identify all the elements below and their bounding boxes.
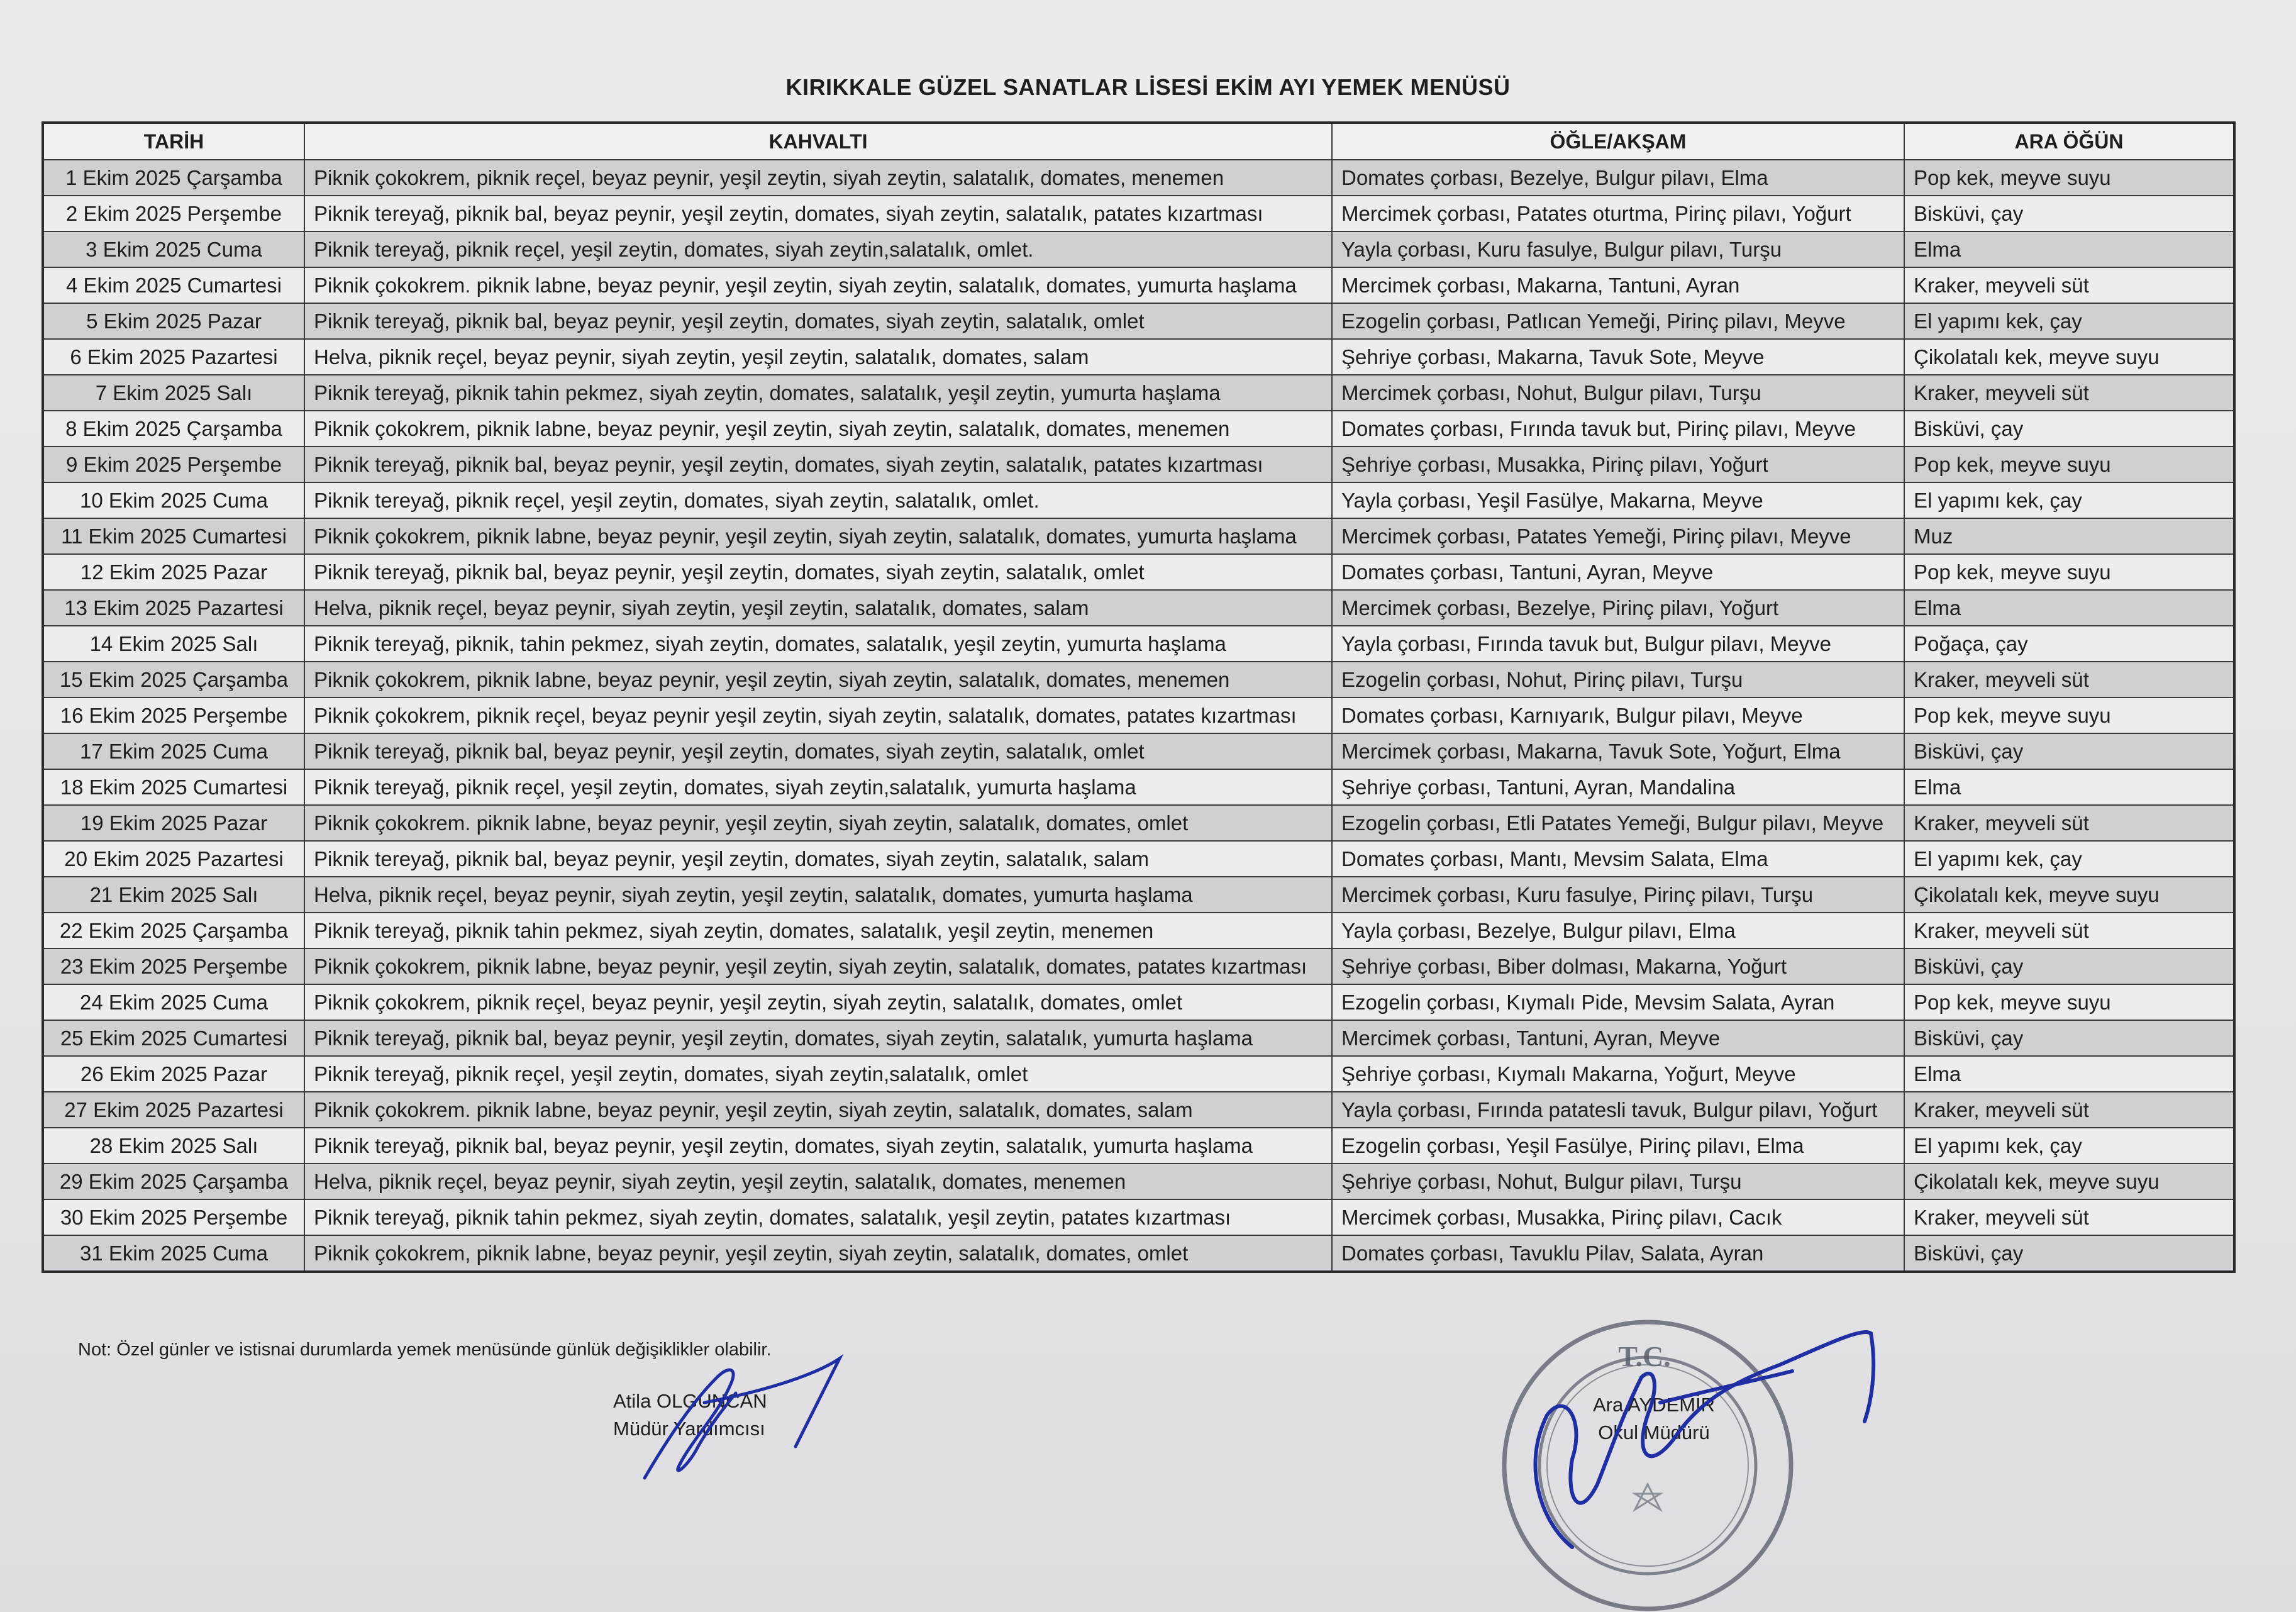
cell-date: 20 Ekim 2025 Pazartesi: [43, 841, 304, 877]
cell-lunch-dinner: Şehriye çorbası, Biber dolması, Makarna, Yoğurt: [1332, 948, 1904, 984]
cell-date: 2 Ekim 2025 Perşembe: [43, 196, 304, 231]
cell-breakfast: Piknik tereyağ, piknik reçel, yeşil zeytin, domates, siyah zeytin, salatalık, omlet.: [304, 482, 1332, 518]
cell-date: 23 Ekim 2025 Perşembe: [43, 948, 304, 984]
cell-snack: El yapımı kek, çay: [1904, 303, 2234, 339]
footnote: Not: Özel günler ve istisnai durumlarda yemek menüsünde günlük değişiklikler olabilir.: [78, 1340, 772, 1360]
cell-date: 31 Ekim 2025 Cuma: [43, 1235, 304, 1272]
table-row: [43, 231, 2234, 267]
cell-breakfast: Piknik çokokrem, piknik reçel, beyaz peynir, yeşil zeytin, siyah zeytin, salatalık, domates, omlet: [304, 984, 1332, 1020]
cell-breakfast: Helva, piknik reçel, beyaz peynir, siyah zeytin, yeşil zeytin, salatalık, domates, salam: [304, 590, 1332, 626]
table-row: [43, 1020, 2234, 1056]
table-row: [43, 482, 2234, 518]
table-row: [43, 913, 2234, 948]
cell-lunch-dinner: Mercimek çorbası, Nohut, Bulgur pilavı, Turşu: [1332, 375, 1904, 411]
cell-date: 12 Ekim 2025 Pazar: [43, 554, 304, 590]
table-row: [43, 733, 2234, 769]
cell-breakfast: Piknik çokokrem. piknik labne, beyaz peynir, yeşil zeytin, siyah zeytin, salatalık, domates, salam: [304, 1092, 1332, 1128]
cell-lunch-dinner: Domates çorbası, Mantı, Mevsim Salata, Elma: [1332, 841, 1904, 877]
table-row: [43, 948, 2234, 984]
cell-breakfast: Piknik tereyağ, piknik, tahin pekmez, siyah zeytin, domates, salatalık, yeşil zeytin, yumurta haşlama: [304, 626, 1332, 662]
cell-date: 19 Ekim 2025 Pazar: [43, 805, 304, 841]
cell-lunch-dinner: Ezogelin çorbası, Nohut, Pirinç pilavı, Turşu: [1332, 662, 1904, 698]
cell-snack: Kraker, meyveli süt: [1904, 375, 2234, 411]
cell-snack: Pop kek, meyve suyu: [1904, 698, 2234, 733]
cell-snack: Poğaça, çay: [1904, 626, 2234, 662]
cell-snack: Pop kek, meyve suyu: [1904, 447, 2234, 482]
cell-date: 3 Ekim 2025 Cuma: [43, 231, 304, 267]
cell-lunch-dinner: Yayla çorbası, Bezelye, Bulgur pilavı, Elma: [1332, 913, 1904, 948]
cell-snack: Elma: [1904, 1056, 2234, 1092]
cell-breakfast: Piknik tereyağ, piknik bal, beyaz peynir, yeşil zeytin, domates, siyah zeytin, salatalık, omlet: [304, 733, 1332, 769]
cell-snack: Bisküvi, çay: [1904, 1235, 2234, 1272]
cell-breakfast: Piknik çokokrem, piknik labne, beyaz peynir, yeşil zeytin, siyah zeytin, salatalık, domates, menemen: [304, 411, 1332, 447]
cell-snack: Kraker, meyveli süt: [1904, 267, 2234, 303]
cell-snack: Elma: [1904, 231, 2234, 267]
table-row: [43, 769, 2234, 805]
menu-body: [43, 160, 2234, 1272]
table-row: [43, 411, 2234, 447]
cell-breakfast: Piknik tereyağ, piknik bal, beyaz peynir, yeşil zeytin, domates, siyah zeytin, salatalık, patates kızartması: [304, 196, 1332, 231]
cell-date: 16 Ekim 2025 Perşembe: [43, 698, 304, 733]
cell-snack: Kraker, meyveli süt: [1904, 805, 2234, 841]
table-row: [43, 1056, 2234, 1092]
cell-snack: Elma: [1904, 769, 2234, 805]
cell-breakfast: Piknik tereyağ, piknik tahin pekmez, siyah zeytin, domates, salatalık, yeşil zeytin, yumurta haşlama: [304, 375, 1332, 411]
table-row: [43, 267, 2234, 303]
cell-snack: Çikolatalı kek, meyve suyu: [1904, 1164, 2234, 1199]
cell-breakfast: Piknik tereyağ, piknik reçel, yeşil zeytin, domates, siyah zeytin,salatalık, omlet.: [304, 231, 1332, 267]
cell-breakfast: Piknik tereyağ, piknik reçel, yeşil zeytin, domates, siyah zeytin,salatalık, omlet: [304, 1056, 1332, 1092]
cell-breakfast: Piknik tereyağ, piknik bal, beyaz peynir, yeşil zeytin, domates, siyah zeytin, salatalık, patates kızartması: [304, 447, 1332, 482]
cell-snack: Pop kek, meyve suyu: [1904, 984, 2234, 1020]
cell-lunch-dinner: Mercimek çorbası, Patates Yemeği, Pirinç pilavı, Meyve: [1332, 518, 1904, 554]
cell-date: 7 Ekim 2025 Salı: [43, 375, 304, 411]
cell-snack: Bisküvi, çay: [1904, 411, 2234, 447]
table-row: [43, 590, 2234, 626]
cell-snack: Kraker, meyveli süt: [1904, 913, 2234, 948]
cell-breakfast: Piknik tereyağ, piknik bal, beyaz peynir, yeşil zeytin, domates, siyah zeytin, salatalık, salam: [304, 841, 1332, 877]
cell-snack: El yapımı kek, çay: [1904, 841, 2234, 877]
cell-breakfast: Piknik çokokrem, piknik labne, beyaz peynir, yeşil zeytin, siyah zeytin, salatalık, domates, yumurta haşlama: [304, 518, 1332, 554]
cell-date: 4 Ekim 2025 Cumartesi: [43, 267, 304, 303]
cell-lunch-dinner: Şehriye çorbası, Makarna, Tavuk Sote, Meyve: [1332, 339, 1904, 375]
cell-lunch-dinner: Domates çorbası, Bezelye, Bulgur pilavı, Elma: [1332, 160, 1904, 196]
cell-breakfast: Piknik tereyağ, piknik bal, beyaz peynir, yeşil zeytin, domates, siyah zeytin, salatalık, omlet: [304, 303, 1332, 339]
header-snack: ARA ÖĞÜN: [1904, 123, 2234, 160]
signatory-left-title: Müdür Yardımcısı: [613, 1418, 765, 1440]
cell-lunch-dinner: Yayla çorbası, Kuru fasulye, Bulgur pilavı, Turşu: [1332, 231, 1904, 267]
cell-breakfast: Helva, piknik reçel, beyaz peynir, siyah zeytin, yeşil zeytin, salatalık, domates, menemen: [304, 1164, 1332, 1199]
cell-snack: Bisküvi, çay: [1904, 196, 2234, 231]
signatory-right-title: Okul Müdürü: [1598, 1421, 1710, 1443]
cell-lunch-dinner: Mercimek çorbası, Makarna, Tantuni, Ayran: [1332, 267, 1904, 303]
table-row: [43, 1199, 2234, 1235]
cell-snack: Kraker, meyveli süt: [1904, 662, 2234, 698]
table-row: [43, 554, 2234, 590]
cell-breakfast: Piknik tereyağ, piknik tahin pekmez, siyah zeytin, domates, salatalık, yeşil zeytin, patates kızartması: [304, 1199, 1332, 1235]
cell-date: 24 Ekim 2025 Cuma: [43, 984, 304, 1020]
cell-lunch-dinner: Domates çorbası, Karnıyarık, Bulgur pilavı, Meyve: [1332, 698, 1904, 733]
cell-breakfast: Helva, piknik reçel, beyaz peynir, siyah zeytin, yeşil zeytin, salatalık, domates, salam: [304, 339, 1332, 375]
signature-block-left: [613, 1387, 767, 1443]
cell-lunch-dinner: Ezogelin çorbası, Etli Patates Yemeği, Bulgur pilavı, Meyve: [1332, 805, 1904, 841]
signature-block-right: [1572, 1391, 1736, 1447]
cell-breakfast: Piknik çokokrem, piknik labne, beyaz peynir, yeşil zeytin, siyah zeytin, salatalık, domates, menemen: [304, 662, 1332, 698]
cell-snack: Çikolatalı kek, meyve suyu: [1904, 877, 2234, 913]
cell-date: 27 Ekim 2025 Pazartesi: [43, 1092, 304, 1128]
cell-breakfast: Piknik çokokrem. piknik labne, beyaz peynir, yeşil zeytin, siyah zeytin, salatalık, domates, omlet: [304, 805, 1332, 841]
cell-lunch-dinner: Yayla çorbası, Yeşil Fasülye, Makarna, Meyve: [1332, 482, 1904, 518]
cell-date: 28 Ekim 2025 Salı: [43, 1128, 304, 1164]
signatory-left-name: Atila OLGUNCAN: [613, 1390, 767, 1412]
cell-lunch-dinner: Mercimek çorbası, Bezelye, Pirinç pilavı, Yoğurt: [1332, 590, 1904, 626]
cell-lunch-dinner: Mercimek çorbası, Makarna, Tavuk Sote, Yoğurt, Elma: [1332, 733, 1904, 769]
cell-snack: Bisküvi, çay: [1904, 1020, 2234, 1056]
cell-snack: Kraker, meyveli süt: [1904, 1199, 2234, 1235]
table-row: [43, 662, 2234, 698]
cell-date: 25 Ekim 2025 Cumartesi: [43, 1020, 304, 1056]
cell-lunch-dinner: Şehriye çorbası, Musakka, Pirinç pilavı, Yoğurt: [1332, 447, 1904, 482]
cell-snack: Pop kek, meyve suyu: [1904, 160, 2234, 196]
cell-snack: El yapımı kek, çay: [1904, 1128, 2234, 1164]
cell-breakfast: Helva, piknik reçel, beyaz peynir, siyah zeytin, yeşil zeytin, salatalık, domates, yumurta haşlama: [304, 877, 1332, 913]
cell-lunch-dinner: Mercimek çorbası, Kuru fasulye, Pirinç pilavı, Turşu: [1332, 877, 1904, 913]
cell-date: 15 Ekim 2025 Çarşamba: [43, 662, 304, 698]
table-row: [43, 518, 2234, 554]
cell-lunch-dinner: Ezogelin çorbası, Yeşil Fasülye, Pirinç pilavı, Elma: [1332, 1128, 1904, 1164]
table-row: [43, 1128, 2234, 1164]
cell-date: 26 Ekim 2025 Pazar: [43, 1056, 304, 1092]
table-row: [43, 339, 2234, 375]
cell-date: 8 Ekim 2025 Çarşamba: [43, 411, 304, 447]
table-row: [43, 841, 2234, 877]
cell-breakfast: Piknik çokokrem, piknik labne, beyaz peynir, yeşil zeytin, siyah zeytin, salatalık, domates, omlet: [304, 1235, 1332, 1272]
cell-lunch-dinner: Şehriye çorbası, Nohut, Bulgur pilavı, Turşu: [1332, 1164, 1904, 1199]
cell-lunch-dinner: Domates çorbası, Tantuni, Ayran, Meyve: [1332, 554, 1904, 590]
cell-lunch-dinner: Domates çorbası, Tavuklu Pilav, Salata, Ayran: [1332, 1235, 1904, 1272]
cell-lunch-dinner: Ezogelin çorbası, Kıymalı Pide, Mevsim Salata, Ayran: [1332, 984, 1904, 1020]
cell-snack: Bisküvi, çay: [1904, 948, 2234, 984]
cell-breakfast: Piknik tereyağ, piknik reçel, yeşil zeytin, domates, siyah zeytin,salatalık, yumurta haşlama: [304, 769, 1332, 805]
table-row: [43, 984, 2234, 1020]
table-row: [43, 626, 2234, 662]
cell-lunch-dinner: Yayla çorbası, Fırında tavuk but, Bulgur pilavı, Meyve: [1332, 626, 1904, 662]
cell-snack: Pop kek, meyve suyu: [1904, 554, 2234, 590]
table-row: [43, 1235, 2234, 1272]
cell-breakfast: Piknik tereyağ, piknik bal, beyaz peynir, yeşil zeytin, domates, siyah zeytin, salatalık, omlet: [304, 554, 1332, 590]
cell-lunch-dinner: Mercimek çorbası, Tantuni, Ayran, Meyve: [1332, 1020, 1904, 1056]
cell-snack: Çikolatalı kek, meyve suyu: [1904, 339, 2234, 375]
cell-snack: Bisküvi, çay: [1904, 733, 2234, 769]
table-row: [43, 877, 2234, 913]
table-row: [43, 1092, 2234, 1128]
header-date: TARİH: [43, 123, 304, 160]
header-lunch-dinner: ÖĞLE/AKŞAM: [1332, 123, 1904, 160]
cell-breakfast: Piknik tereyağ, piknik bal, beyaz peynir, yeşil zeytin, domates, siyah zeytin, salatalık, yumurta haşlama: [304, 1020, 1332, 1056]
table-row: [43, 160, 2234, 196]
cell-date: 17 Ekim 2025 Cuma: [43, 733, 304, 769]
table-row: [43, 698, 2234, 733]
cell-date: 30 Ekim 2025 Perşembe: [43, 1199, 304, 1235]
cell-date: 11 Ekim 2025 Cumartesi: [43, 518, 304, 554]
cell-lunch-dinner: Yayla çorbası, Fırında patatesli tavuk, Bulgur pilavı, Yoğurt: [1332, 1092, 1904, 1128]
cell-lunch-dinner: Şehriye çorbası, Kıymalı Makarna, Yoğurt, Meyve: [1332, 1056, 1904, 1092]
cell-lunch-dinner: Domates çorbası, Fırında tavuk but, Pirinç pilavı, Meyve: [1332, 411, 1904, 447]
cell-date: 6 Ekim 2025 Pazartesi: [43, 339, 304, 375]
table-row: [43, 805, 2234, 841]
cell-snack: El yapımı kek, çay: [1904, 482, 2234, 518]
cell-breakfast: Piknik çokokrem. piknik labne, beyaz peynir, yeşil zeytin, siyah zeytin, salatalık, domates, yumurta haşlama: [304, 267, 1332, 303]
cell-date: 29 Ekim 2025 Çarşamba: [43, 1164, 304, 1199]
cell-date: 14 Ekim 2025 Salı: [43, 626, 304, 662]
table-row: [43, 375, 2234, 411]
cell-snack: Elma: [1904, 590, 2234, 626]
page-title: KIRIKKALE GÜZEL SANATLAR LİSESİ EKİM AYI YEMEK MENÜSÜ: [785, 74, 1511, 100]
cell-breakfast: Piknik tereyağ, piknik tahin pekmez, siyah zeytin, domates, salatalık, yeşil zeytin, menemen: [304, 913, 1332, 948]
cell-lunch-dinner: Ezogelin çorbası, Patlıcan Yemeği, Pirinç pilavı, Meyve: [1332, 303, 1904, 339]
cell-breakfast: Piknik çokokrem, piknik labne, beyaz peynir, yeşil zeytin, siyah zeytin, salatalık, domates, patates kızartması: [304, 948, 1332, 984]
cell-breakfast: Piknik tereyağ, piknik bal, beyaz peynir, yeşil zeytin, domates, siyah zeytin, salatalık, yumurta haşlama: [304, 1128, 1332, 1164]
stamp-text: T.C.: [1618, 1340, 1671, 1372]
cell-lunch-dinner: Mercimek çorbası, Musakka, Pirinç pilavı, Cacık: [1332, 1199, 1904, 1235]
table-row: [43, 196, 2234, 231]
table-row: [43, 1164, 2234, 1199]
cell-date: 9 Ekim 2025 Perşembe: [43, 447, 304, 482]
cell-lunch-dinner: Şehriye çorbası, Tantuni, Ayran, Mandalina: [1332, 769, 1904, 805]
menu-table: [42, 121, 2236, 1273]
table-row: [43, 303, 2234, 339]
table-row: [43, 447, 2234, 482]
cell-snack: Muz: [1904, 518, 2234, 554]
header-breakfast: KAHVALTI: [304, 123, 1332, 160]
cell-date: 21 Ekim 2025 Salı: [43, 877, 304, 913]
cell-date: 1 Ekim 2025 Çarşamba: [43, 160, 304, 196]
cell-breakfast: Piknik çokokrem, piknik reçel, beyaz peynir, yeşil zeytin, siyah zeytin, salatalık, domates, menemen: [304, 160, 1332, 196]
cell-date: 5 Ekim 2025 Pazar: [43, 303, 304, 339]
cell-date: 22 Ekim 2025 Çarşamba: [43, 913, 304, 948]
cell-lunch-dinner: Mercimek çorbası, Patates oturtma, Pirinç pilavı, Yoğurt: [1332, 196, 1904, 231]
cell-date: 10 Ekim 2025 Cuma: [43, 482, 304, 518]
cell-date: 18 Ekim 2025 Cumartesi: [43, 769, 304, 805]
official-stamp: [1504, 1322, 1791, 1609]
signatory-right-name: Ara AYDEMİR: [1592, 1394, 1716, 1416]
cell-date: 13 Ekim 2025 Pazartesi: [43, 590, 304, 626]
header-row: [43, 123, 2234, 160]
cell-snack: Kraker, meyveli süt: [1904, 1092, 2234, 1128]
cell-breakfast: Piknik çokokrem, piknik reçel, beyaz peynir yeşil zeytin, siyah zeytin, salatalık, domates, patates kızartması: [304, 698, 1332, 733]
